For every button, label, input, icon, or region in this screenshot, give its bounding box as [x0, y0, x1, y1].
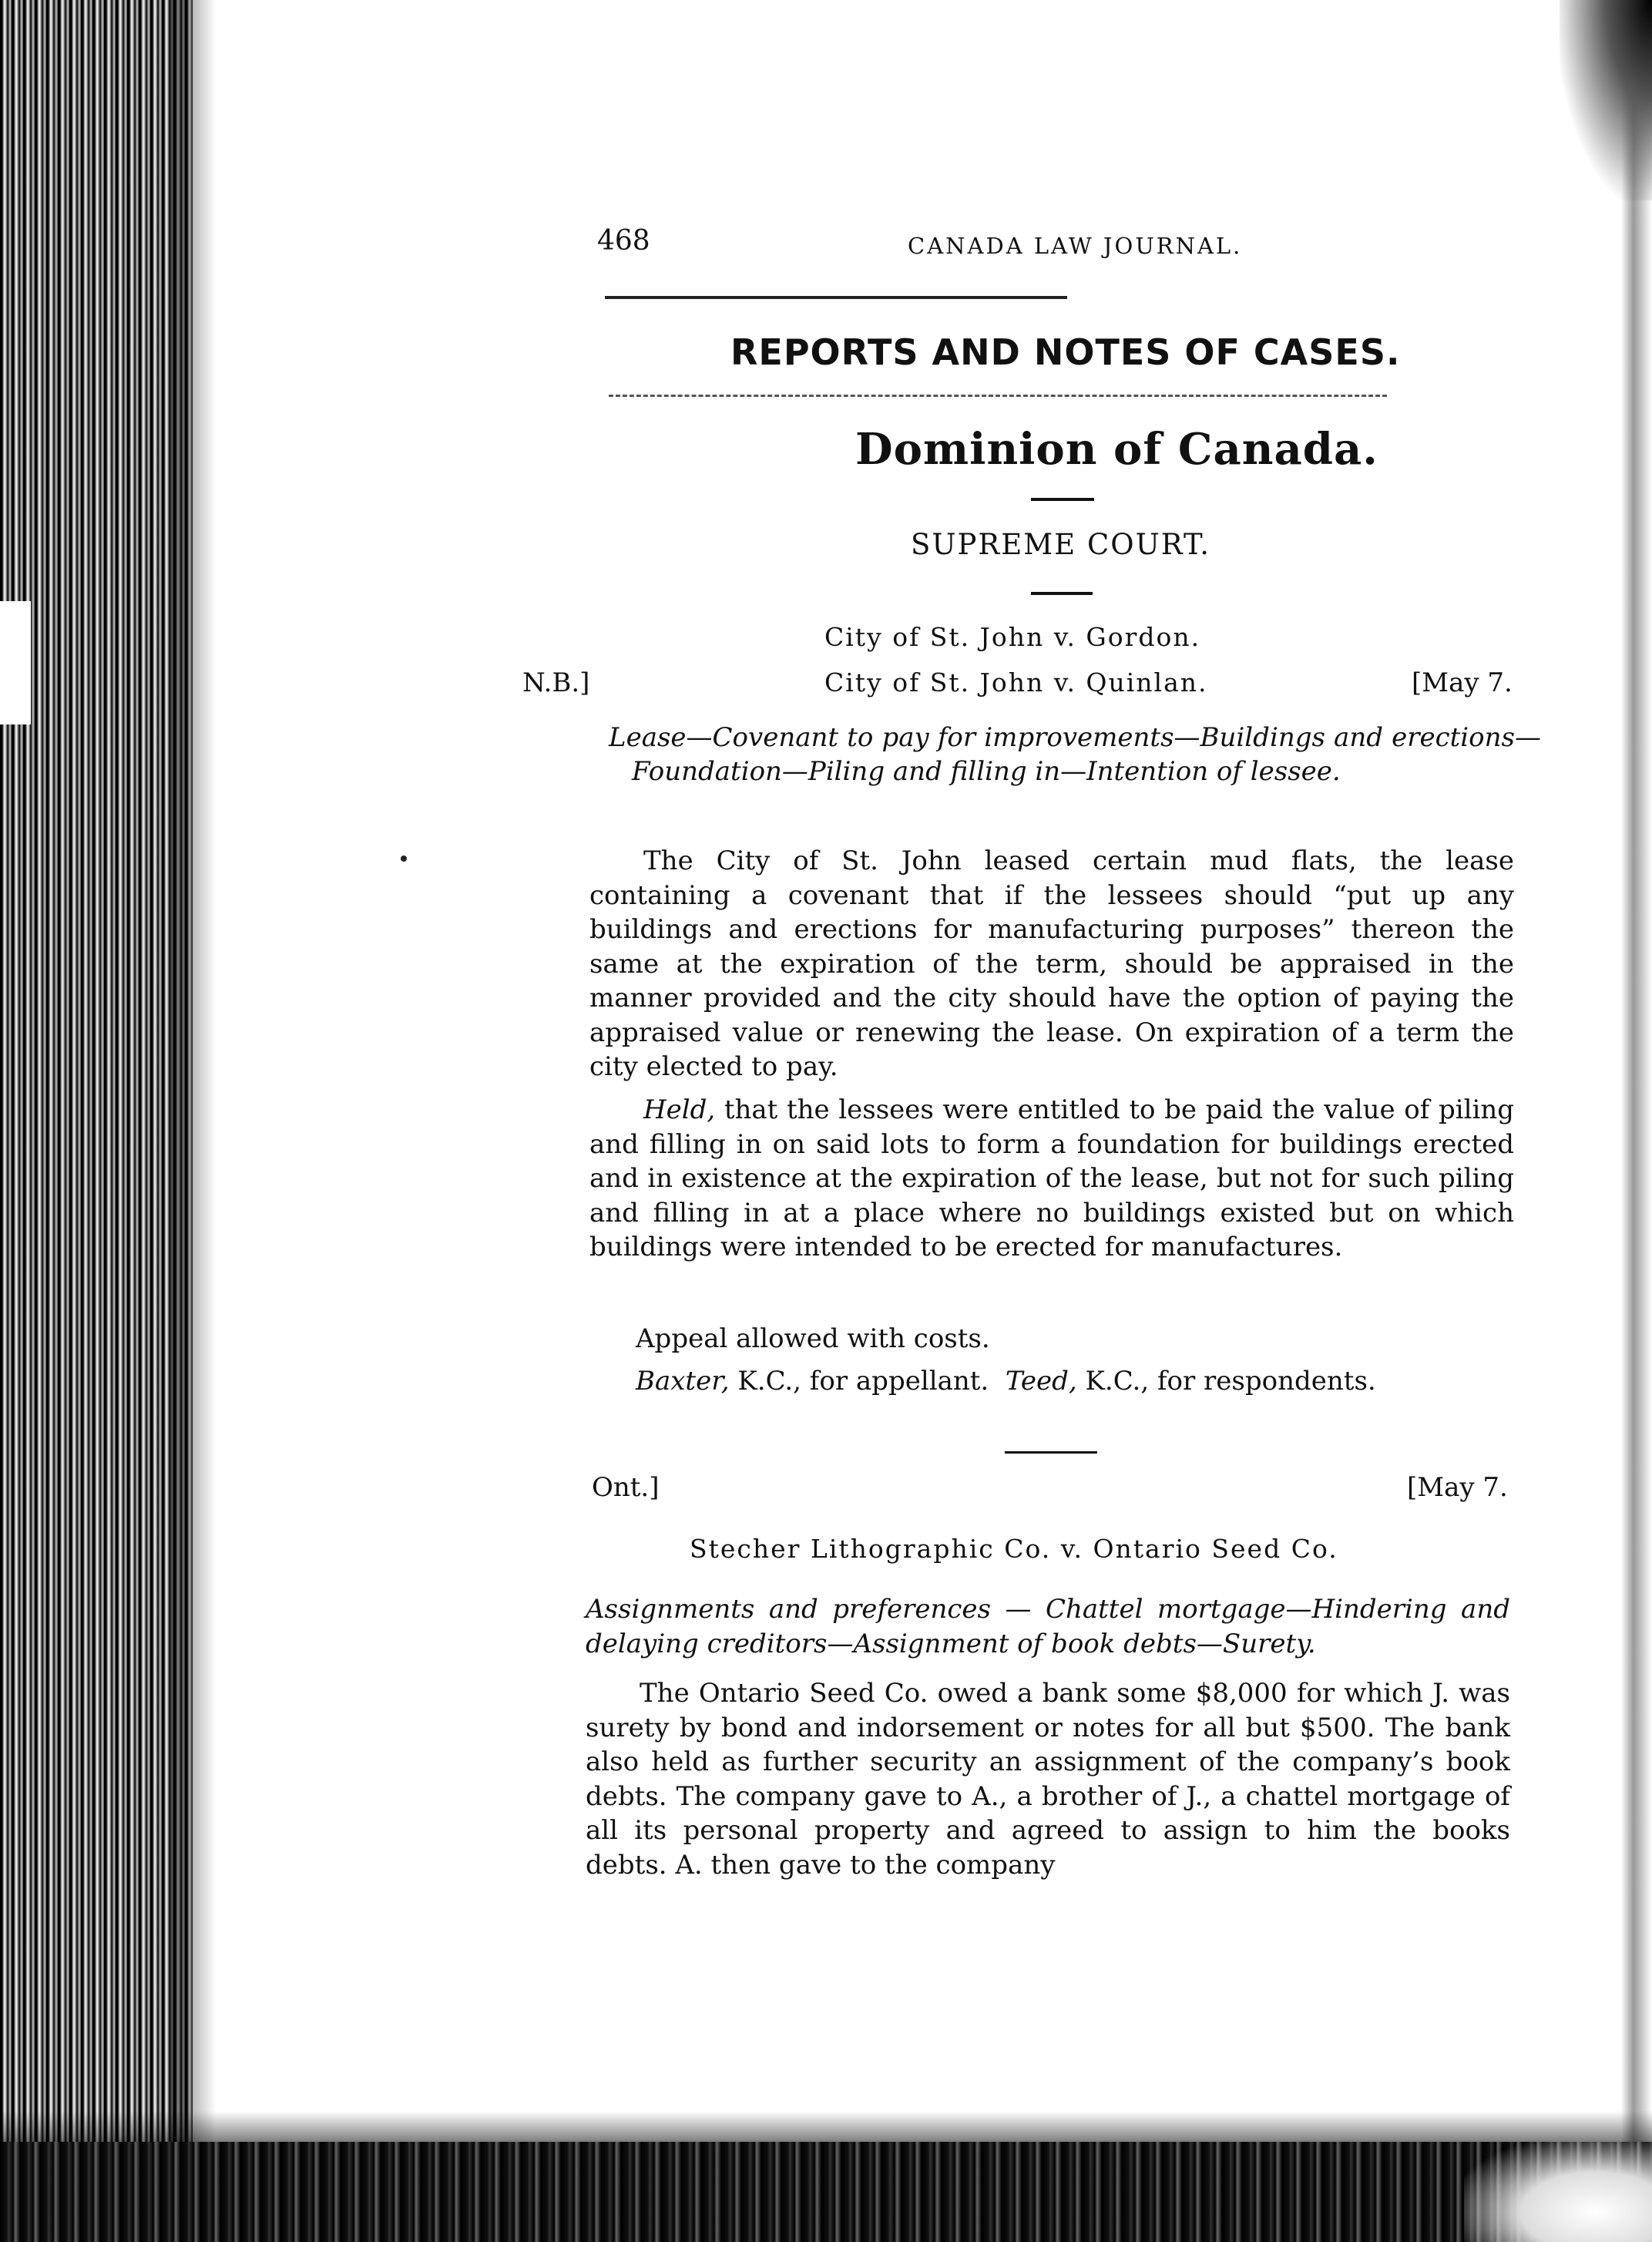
case-title: Stecher Lithographic Co. v. Ontario Seed Co.: [690, 1534, 1338, 1564]
case-divider: [1005, 1451, 1097, 1454]
appellant-counsel-text: K.C., for appellant.: [729, 1366, 989, 1397]
case-province: N.B.]: [522, 667, 590, 698]
case-date: [May 7.: [1407, 1472, 1508, 1503]
short-divider: [1031, 498, 1094, 501]
case-title: City of St. John v. Gordon.: [824, 622, 1201, 652]
short-divider: [1031, 592, 1093, 595]
dashed-divider: [609, 395, 1387, 397]
appellant-counsel-name: Baxter,: [636, 1366, 730, 1397]
header-rule: [605, 296, 1067, 299]
case-date: [May 7.: [1412, 667, 1513, 698]
page-number: 468: [597, 225, 650, 257]
stray-mark: [401, 855, 407, 862]
case-headnote: Assignments and preferences — Chattel mortgage—Hindering and delaying creditors—Assignment of book debts—Surety.: [586, 1594, 1510, 1659]
section-title: REPORTS AND NOTES OF CASES.: [730, 331, 1401, 373]
case-facts-paragraph: The Ontario Seed Co. owed a bank some $8,000 for which J. was surety by bond and indorsement or notes for all but $500. The bank also held as further security an assignment of the company’s book debts. The company gave to A., a brother of J., a chattel mortgage of all its personal property and agreed to assign to him the books debts. A. then gave to the company: [586, 1678, 1510, 1881]
case-title: City of St. John v. Quinlan.: [824, 667, 1208, 697]
case-facts-paragraph: The City of St. John leased certain mud flats, the lease containing a covenant that if the lessees should “put up any buildings and erections for manufacturing purposes” thereon the same at the expiration of the term, should be appraised in the manner provided and the city should have the option of paying the appraised value or renewing the lease. On expiration of a term the city elected to pay.: [589, 845, 1514, 1083]
court-heading: SUPREME COURT.: [911, 528, 1210, 561]
respondent-counsel-name: Teed,: [1005, 1366, 1077, 1397]
holding-text: that the lessees were entitled to be paid the value of piling and filling in on said lots to form a foundation for buildings erected and in existence at the expiration of the lease, but not for such piling and filling in at a place where no buildings existed but on which buildings were intended to be erected for manufactures.: [589, 1094, 1514, 1263]
case-holding-paragraph: [589, 1093, 1514, 1265]
counsel-line: [636, 1364, 1560, 1399]
respondent-counsel-text: K.C., for respondents.: [1076, 1366, 1376, 1397]
jurisdiction-heading: Dominion of Canada.: [855, 424, 1378, 475]
case-headnote: Lease—Covenant to pay for improvements—Buildings and erections—Foundation—Piling and filling in—Intention of lessee.: [609, 722, 1541, 788]
case-province: Ont.]: [592, 1472, 660, 1503]
running-head: CANADA LAW JOURNAL.: [908, 233, 1243, 259]
held-label: Held,: [643, 1094, 716, 1125]
case-result: Appeal allowed with costs.: [636, 1323, 990, 1354]
